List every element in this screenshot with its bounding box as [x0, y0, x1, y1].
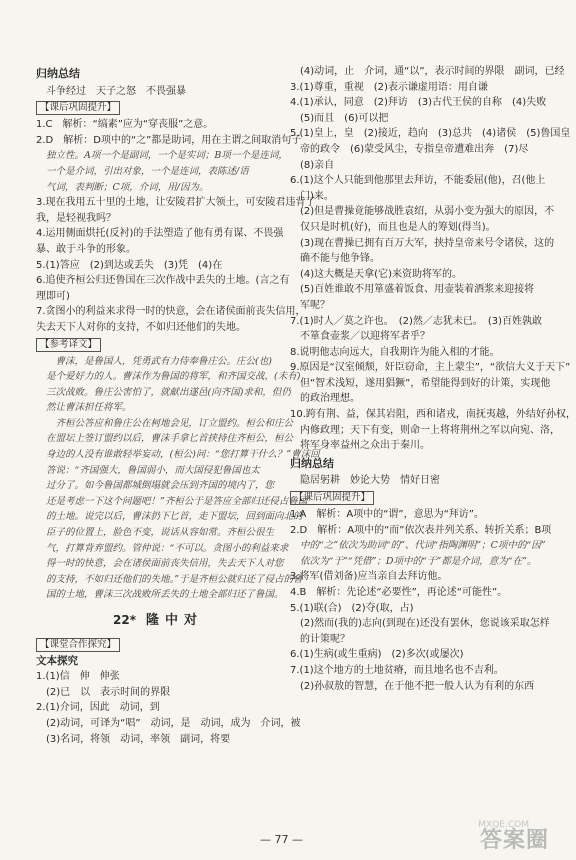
note-line: 气，打算背弃盟约。管仲说：“不可以。贪图小的利益来求	[46, 542, 289, 554]
note-line: 身边的人没有谁敢轻举妄动，(桓公)问：“您打算干什么？”曹沫回	[46, 449, 320, 461]
answer-line: 失去天下人对你的支持，不如归还他们的失地。	[36, 321, 246, 333]
page-number: — 77 —	[260, 833, 303, 846]
section-tag	[36, 99, 280, 117]
note-line: 一个是介词，引出对象，一个是连词，表陈述/语	[46, 165, 249, 177]
note-line: 臣子的位置上，脸色不变，说话从容如常。齐桓公很生	[46, 527, 275, 539]
right-column	[290, 64, 576, 694]
answer-line: (5)百姓谁敢不用箪盛着饭食、用壶装着酒浆来迎接将	[300, 284, 535, 296]
answer-line: 7.贪图小的利益来求得一时的快意，会在诸侯面前丧失信用，	[36, 306, 306, 318]
answer-line: 5.(1)皇上，皇 (2)接近，趋向 (3)总共 (4)诸侯 (5)鲁国皇	[290, 128, 571, 140]
note-line: 曹沫，是鲁国人，凭勇武有力侍奉鲁庄公。庄公(也)	[46, 355, 272, 367]
section-tag-label: 【课后巩固提升】	[290, 491, 374, 505]
answer-line: (4)这大概是天拿(它)来资助将军的。	[300, 268, 462, 280]
note-line: 国的土地，曹沫三次战败所丢失的土地全部归还了鲁国。	[46, 589, 284, 601]
note-line: 然让曹沫担任将军。	[46, 402, 132, 414]
heading: 归纳总结	[290, 456, 334, 470]
answer-line: 7.(1)这个地方的土地贫瘠，而且地名也不吉利。	[290, 664, 504, 676]
answer-line: 2.(1)介词，因此 动词，到	[36, 702, 160, 714]
section-tag	[36, 336, 280, 354]
answer-line: (3)现在曹操已拥有百万大军，挟持皇帝来号令诸侯，这的	[300, 237, 555, 249]
answer-line: 的政治理想。	[300, 393, 360, 405]
answer-line: 2.D 解析：A项中的“而”依次表并列关系、转折关系；B项	[290, 524, 552, 536]
section-tag-label: 【参考译文】	[36, 338, 101, 352]
answer-line: (8)亲自	[300, 159, 335, 171]
answer-line: 5.(1)答应 (2)到达或丢失 (3)凭 (4)在	[36, 259, 223, 271]
answer-line: 3.将军(借刘备)应当亲自去拜访他。	[290, 571, 448, 583]
section-tag-label: 【课堂合作探究】	[36, 638, 120, 652]
watermark-url: MXQE.COM	[478, 820, 529, 830]
answer-line: 10.跨有荆、益，保其岩阻，西和诸戎，南抚夷越，外结好孙权，	[290, 409, 576, 421]
answer-line: 但“智术浅短，遂用猖獗”，希望能得到好的计策，实现他	[300, 377, 551, 389]
answer-line: (5)而且 (6)可以把	[300, 112, 389, 124]
section-tag	[290, 489, 534, 507]
answer-line: 将军身率益州之众出于秦川。	[300, 440, 430, 452]
answer-line: 仅只是时机(好)，而且也是人的筹划(得当)。	[300, 221, 496, 233]
answer-line: 4.运用侧面烘托(反衬)的手法塑造了他有勇有谋、不畏强	[36, 228, 284, 240]
answer-line: 不箪食壶浆／以迎将军者乎？	[300, 331, 430, 343]
note-line: 是个爱好力的人。曹沫作为鲁国的将军，和齐国交战，(未有)	[46, 371, 301, 383]
note-line: 的土地。说完以后，曹沫扔下匕首，走下盟坛，回到面向北的	[46, 511, 303, 523]
answer-line: 理即可)	[36, 290, 70, 302]
answer-line: (2)但是曹操竟能够战胜袁绍，从弱小变为强大的原因，不	[300, 206, 555, 218]
note-line: 三次战败。鲁庄公害怕了，就献出遂邑(向齐国)求和，但仍	[46, 386, 291, 398]
answer-line: 1.(1)信 伸 伸张	[36, 671, 120, 683]
answer-line: 内修政理；天下有变，则命一上将将荆州之军以向宛、洛，	[300, 424, 560, 436]
answer-line: 门)来。	[300, 190, 334, 202]
answer-line: 9.原因是“汉室倾颓，奸臣窃命，主上蒙尘”，“欲信大义于天下”	[290, 362, 571, 374]
answer-line: 5.(1)联(合) (2)夺(取，占)	[290, 602, 414, 614]
section-tag-label: 【课后巩固提升】	[36, 101, 120, 115]
answer-line: 隐居躬耕 妙论大势 情好日密	[300, 475, 440, 487]
answer-line: 6.(1)这个人只能到他那里去拜访，不能委屈(他)，召(他上	[290, 175, 546, 187]
heading: 归纳总结	[36, 67, 80, 80]
note-line: 过分了。如今鲁国都城倒塌就会压到齐国的境内了，您	[46, 480, 275, 492]
answer-line: (2)然而(我的)志向(到现在)还没有罢休，您说该采取怎样	[300, 618, 550, 630]
answer-line: 3.(1)尊重，重视 (2)表示谦虚用语：用自谦	[290, 81, 488, 93]
answer-line: 7.(1)时人／莫之许也。 (2)然／志犹未已。 (3)百姓孰敢	[290, 315, 543, 327]
note-line: 答说：“齐国强大，鲁国弱小，而大国侵犯鲁国也太	[46, 464, 260, 476]
answer-line: (4)动词，止 介词，通“以”，表示时间的界限 副词，已经	[300, 66, 565, 77]
watermark-logo: 答案圈	[479, 828, 549, 853]
section-title-text: 隆中对	[145, 613, 203, 628]
answer-line: (2)动词，可译为“唱” 动词，是 动词，成为 介词，被	[46, 717, 301, 729]
answer-line: 4.(1)承认，同意 (2)拜访 (3)古代王侯的自称 (4)失败	[290, 97, 547, 109]
answer-line: 6.(1)生病(或生重病) (2)多次(或屡次)	[290, 649, 464, 661]
subheading: 文本探究	[36, 654, 78, 667]
section-number: 22*	[113, 613, 136, 627]
answer-line: 的计策呢？	[300, 633, 350, 645]
answer-line: 8.说明他志向远大，自我期许为能入相的才能。	[290, 346, 500, 358]
answer-line: (2)已 以 表示时间的界限	[46, 686, 171, 698]
answer-line: 4.B 解析：先论述“必要性”，再论述“可能性”。	[290, 587, 508, 598]
answer-line: 6.追使齐桓公归还鲁国在三次作战中丢失的土地。(言之有	[36, 275, 290, 287]
section-title	[36, 613, 280, 630]
answer-line: (2)孙叔敖的智慧，在于他不把一般人认为有利的东西	[300, 680, 535, 692]
answer-line: 2.D 解析：D项中的“之”都是助词，用在主谓之间取消句子	[36, 134, 302, 146]
answer-line: 军呢？	[300, 299, 330, 311]
note-line: 还是考虑一下这个问题吧！”齐桓公于是答应全部归还侵占鲁国	[46, 495, 308, 507]
section-tag	[36, 636, 280, 654]
note-line: 气词，表判断；C项，介词，用/因为。	[46, 181, 209, 193]
answer-line: 1.A 解析：A项中的“谓”，意思为“拜访”。	[290, 509, 484, 521]
note-line: 依次为“于”“凭借”；D项中的“于”都是介词，意为“在”。	[300, 555, 537, 567]
answer-line: 3.现在我用五十里的土地，让安陵君扩大领土，可安陵君违背了	[36, 197, 316, 209]
answer-line: 暴、敢于斗争的形象。	[36, 243, 136, 255]
answer-line: 帝的政令 (6)蒙受风尘，专指皇帝遭难出奔 (7)尽	[300, 143, 529, 155]
note-line: 在盟坛上签订盟约以后，曹沫手拿匕首挟持住齐桓公，桓公	[46, 433, 294, 445]
note-line: 独立性。A项一个是副词，一个是实词；B项一个是连词，	[46, 150, 288, 162]
note-line: 齐桓公答应和鲁庄公在柯地会见，订立盟约。桓公和庄公	[46, 417, 294, 429]
answer-line: 确不能与他争锋。	[300, 253, 380, 265]
answer-line: 我，是轻视我吗？	[36, 212, 116, 224]
note-line: 的支持，不如归还他们的失地。”于是齐桓公就归还了侵占的鲁	[46, 573, 303, 585]
answer-line: 斗争经过 天子之怒 不畏强暴	[46, 85, 186, 97]
note-line: 得一时的快意，会在诸侯面前丧失信用，失去天下人对您	[46, 558, 284, 570]
note-line: 中的“之”依次为助词“的”、代词“指陶渊明”；C项中的“因”	[300, 540, 546, 552]
answer-line: 1.C 解析：“缟素”应为“穿丧服”之意。	[36, 119, 214, 131]
answer-line: (3)名词，将领 动词，率领 副词，将要	[46, 733, 231, 745]
